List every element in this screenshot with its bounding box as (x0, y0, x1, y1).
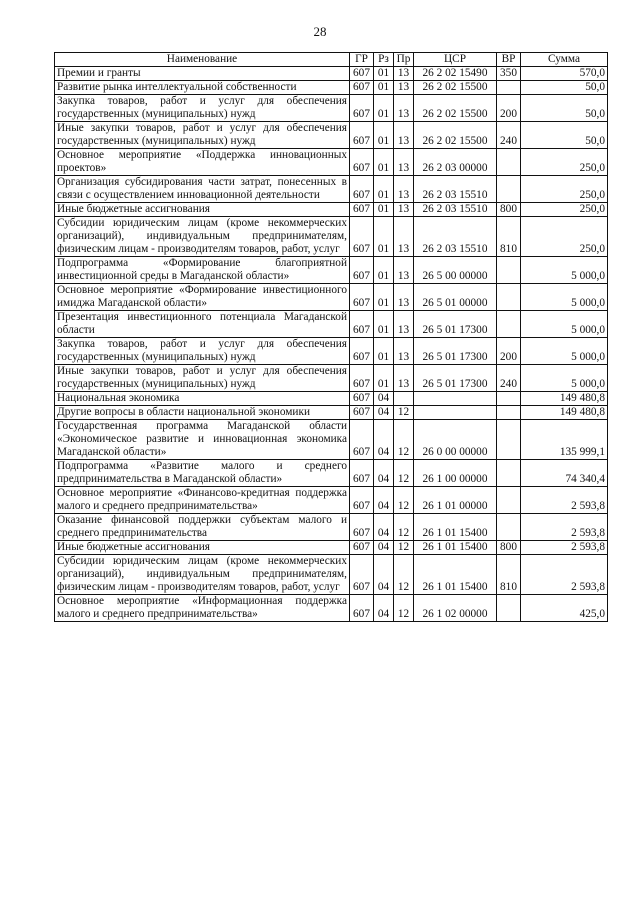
cell-rz: 04 (374, 595, 394, 622)
cell-name: Иные закупки товаров, работ и услуг для обеспечения государственных (муниципальных) нужд (55, 122, 350, 149)
cell-vr (497, 176, 521, 203)
table-row (55, 555, 608, 595)
table-row (55, 541, 608, 555)
header-pr: Пр (394, 53, 414, 67)
header-vr: ВР (497, 53, 521, 67)
cell-gr: 607 (350, 365, 374, 392)
table-row (55, 514, 608, 541)
cell-name: Государственная программа Магаданской области «Экономическое развитие и инновационная экономика Магаданской области» (55, 420, 350, 460)
cell-name: Развитие рынка интеллектуальной собственности (55, 81, 350, 95)
cell-rz: 01 (374, 176, 394, 203)
cell-gr: 607 (350, 81, 374, 95)
table-row (55, 365, 608, 392)
cell-gr: 607 (350, 257, 374, 284)
cell-sum: 5 000,0 (521, 257, 608, 284)
cell-rz: 04 (374, 460, 394, 487)
cell-csr: 26 5 01 00000 (414, 284, 497, 311)
cell-gr: 607 (350, 420, 374, 460)
budget-table (54, 52, 608, 622)
cell-vr (497, 595, 521, 622)
cell-pr: 13 (394, 338, 414, 365)
cell-csr: 26 1 01 15400 (414, 541, 497, 555)
cell-pr: 13 (394, 203, 414, 217)
table-row (55, 257, 608, 284)
cell-pr: 13 (394, 81, 414, 95)
cell-vr: 240 (497, 122, 521, 149)
cell-gr: 607 (350, 122, 374, 149)
cell-csr: 26 1 00 00000 (414, 460, 497, 487)
cell-pr: 12 (394, 460, 414, 487)
cell-gr: 607 (350, 487, 374, 514)
cell-sum: 250,0 (521, 217, 608, 257)
cell-csr: 26 2 02 15500 (414, 122, 497, 149)
cell-csr: 26 2 02 15500 (414, 95, 497, 122)
cell-pr: 12 (394, 541, 414, 555)
table-row (55, 284, 608, 311)
cell-vr (497, 487, 521, 514)
cell-pr: 13 (394, 257, 414, 284)
cell-gr: 607 (350, 95, 374, 122)
cell-gr: 607 (350, 149, 374, 176)
table-header-row (55, 53, 608, 67)
cell-rz: 01 (374, 217, 394, 257)
cell-csr (414, 406, 497, 420)
cell-vr: 800 (497, 203, 521, 217)
cell-name: Основное мероприятие «Информационная поддержка малого и среднего предпринимательства» (55, 595, 350, 622)
cell-sum: 149 480,8 (521, 392, 608, 406)
cell-sum: 2 593,8 (521, 514, 608, 541)
cell-gr: 607 (350, 460, 374, 487)
cell-name: Организация субсидирования части затрат, понесенных в связи с осуществлением инновационной деятельности (55, 176, 350, 203)
cell-gr: 607 (350, 176, 374, 203)
cell-vr (497, 311, 521, 338)
cell-sum: 425,0 (521, 595, 608, 622)
page-number: 28 (313, 24, 327, 39)
cell-name: Национальная экономика (55, 392, 350, 406)
cell-vr (497, 420, 521, 460)
header-rz: Рз (374, 53, 394, 67)
cell-vr: 200 (497, 95, 521, 122)
cell-pr: 13 (394, 149, 414, 176)
cell-rz: 01 (374, 311, 394, 338)
cell-name: Субсидии юридическим лицам (кроме некоммерческих организаций), индивидуальным предпринимателям, физическим лицам - производителям товаров, работ, услуг (55, 217, 350, 257)
cell-pr: 12 (394, 555, 414, 595)
cell-csr (414, 392, 497, 406)
cell-vr (497, 149, 521, 176)
cell-name: Оказание финансовой поддержки субъектам малого и среднего предпринимательства (55, 514, 350, 541)
cell-csr: 26 1 01 00000 (414, 487, 497, 514)
cell-csr: 26 1 01 15400 (414, 555, 497, 595)
cell-gr: 607 (350, 338, 374, 365)
cell-vr (497, 81, 521, 95)
cell-sum: 149 480,8 (521, 406, 608, 420)
cell-sum: 250,0 (521, 203, 608, 217)
cell-rz: 01 (374, 95, 394, 122)
cell-csr: 26 1 02 00000 (414, 595, 497, 622)
table-row (55, 406, 608, 420)
cell-gr: 607 (350, 514, 374, 541)
cell-gr: 607 (350, 311, 374, 338)
cell-sum: 50,0 (521, 122, 608, 149)
header-name: Наименование (55, 53, 350, 67)
cell-rz: 04 (374, 392, 394, 406)
header-gr: ГР (350, 53, 374, 67)
cell-vr (497, 460, 521, 487)
cell-rz: 01 (374, 67, 394, 81)
cell-csr: 26 2 03 15510 (414, 217, 497, 257)
cell-vr (497, 406, 521, 420)
cell-name: Основное мероприятие «Формирование инвестиционного имиджа Магаданской области» (55, 284, 350, 311)
cell-sum: 2 593,8 (521, 555, 608, 595)
cell-vr: 800 (497, 541, 521, 555)
cell-sum: 250,0 (521, 149, 608, 176)
cell-name: Закупка товаров, работ и услуг для обеспечения государственных (муниципальных) нужд (55, 338, 350, 365)
cell-pr: 13 (394, 122, 414, 149)
cell-gr: 607 (350, 555, 374, 595)
cell-csr: 26 2 03 00000 (414, 149, 497, 176)
cell-pr: 12 (394, 514, 414, 541)
cell-name: Закупка товаров, работ и услуг для обеспечения государственных (муниципальных) нужд (55, 95, 350, 122)
cell-sum: 5 000,0 (521, 311, 608, 338)
cell-name: Субсидии юридическим лицам (кроме некоммерческих организаций), индивидуальным предпринимателям, физическим лицам - производителям товаров, работ, услуг (55, 555, 350, 595)
table-row (55, 487, 608, 514)
cell-gr: 607 (350, 595, 374, 622)
cell-pr: 13 (394, 284, 414, 311)
cell-pr: 13 (394, 217, 414, 257)
cell-gr: 607 (350, 406, 374, 420)
cell-gr: 607 (350, 284, 374, 311)
cell-pr: 13 (394, 176, 414, 203)
cell-pr (394, 392, 414, 406)
cell-rz: 01 (374, 122, 394, 149)
cell-rz: 01 (374, 284, 394, 311)
cell-vr (497, 392, 521, 406)
table-row (55, 176, 608, 203)
cell-vr: 810 (497, 217, 521, 257)
cell-name: Другие вопросы в области национальной экономики (55, 406, 350, 420)
table-row (55, 81, 608, 95)
cell-rz: 01 (374, 81, 394, 95)
cell-rz: 01 (374, 257, 394, 284)
cell-rz: 04 (374, 514, 394, 541)
cell-csr: 26 2 02 15500 (414, 81, 497, 95)
cell-csr: 26 5 01 17300 (414, 365, 497, 392)
cell-vr (497, 284, 521, 311)
cell-pr: 12 (394, 420, 414, 460)
cell-rz: 01 (374, 149, 394, 176)
cell-sum: 5 000,0 (521, 338, 608, 365)
header-sum: Сумма (521, 53, 608, 67)
cell-gr: 607 (350, 203, 374, 217)
cell-pr: 12 (394, 406, 414, 420)
cell-csr: 26 5 01 17300 (414, 311, 497, 338)
table-row (55, 95, 608, 122)
cell-sum: 570,0 (521, 67, 608, 81)
cell-name: Основное мероприятие «Поддержка инновационных проектов» (55, 149, 350, 176)
table-row (55, 420, 608, 460)
cell-rz: 01 (374, 338, 394, 365)
cell-vr: 350 (497, 67, 521, 81)
header-csr: ЦСР (414, 53, 497, 67)
cell-csr: 26 0 00 00000 (414, 420, 497, 460)
cell-pr: 12 (394, 595, 414, 622)
cell-csr: 26 2 03 15510 (414, 203, 497, 217)
cell-vr: 200 (497, 338, 521, 365)
cell-sum: 135 999,1 (521, 420, 608, 460)
cell-pr: 12 (394, 487, 414, 514)
cell-sum: 5 000,0 (521, 284, 608, 311)
cell-name: Премии и гранты (55, 67, 350, 81)
cell-sum: 50,0 (521, 95, 608, 122)
cell-sum: 50,0 (521, 81, 608, 95)
table-row (55, 149, 608, 176)
cell-pr: 13 (394, 95, 414, 122)
table-row (55, 203, 608, 217)
cell-pr: 13 (394, 67, 414, 81)
cell-sum: 2 593,8 (521, 487, 608, 514)
table-row (55, 217, 608, 257)
cell-name: Презентация инвестиционного потенциала Магаданской области (55, 311, 350, 338)
cell-rz: 01 (374, 203, 394, 217)
cell-gr: 607 (350, 67, 374, 81)
cell-name: Иные закупки товаров, работ и услуг для обеспечения государственных (муниципальных) нужд (55, 365, 350, 392)
cell-csr: 26 5 01 17300 (414, 338, 497, 365)
cell-vr (497, 514, 521, 541)
cell-name: Подпрограмма «Развитие малого и среднего предпринимательства в Магаданской области» (55, 460, 350, 487)
cell-gr: 607 (350, 392, 374, 406)
cell-csr: 26 5 00 00000 (414, 257, 497, 284)
cell-sum: 5 000,0 (521, 365, 608, 392)
cell-sum: 74 340,4 (521, 460, 608, 487)
table-row (55, 67, 608, 81)
table-row (55, 460, 608, 487)
cell-sum: 250,0 (521, 176, 608, 203)
cell-rz: 04 (374, 487, 394, 514)
cell-pr: 13 (394, 311, 414, 338)
cell-rz: 04 (374, 555, 394, 595)
cell-rz: 04 (374, 420, 394, 460)
cell-csr: 26 1 01 15400 (414, 514, 497, 541)
cell-rz: 04 (374, 406, 394, 420)
cell-sum: 2 593,8 (521, 541, 608, 555)
cell-name: Основное мероприятие «Финансово-кредитная поддержка малого и среднего предпринимательства» (55, 487, 350, 514)
cell-csr: 26 2 03 15510 (414, 176, 497, 203)
cell-vr (497, 257, 521, 284)
cell-name: Иные бюджетные ассигнования (55, 203, 350, 217)
table-row (55, 392, 608, 406)
cell-csr: 26 2 02 15490 (414, 67, 497, 81)
cell-name: Подпрограмма «Формирование благоприятной инвестиционной среды в Магаданской области» (55, 257, 350, 284)
cell-gr: 607 (350, 217, 374, 257)
table-row (55, 338, 608, 365)
table-row (55, 311, 608, 338)
cell-pr: 13 (394, 365, 414, 392)
cell-gr: 607 (350, 541, 374, 555)
table-row (55, 122, 608, 149)
cell-vr: 240 (497, 365, 521, 392)
cell-rz: 01 (374, 365, 394, 392)
cell-vr: 810 (497, 555, 521, 595)
table-row (55, 595, 608, 622)
cell-rz: 04 (374, 541, 394, 555)
cell-name: Иные бюджетные ассигнования (55, 541, 350, 555)
